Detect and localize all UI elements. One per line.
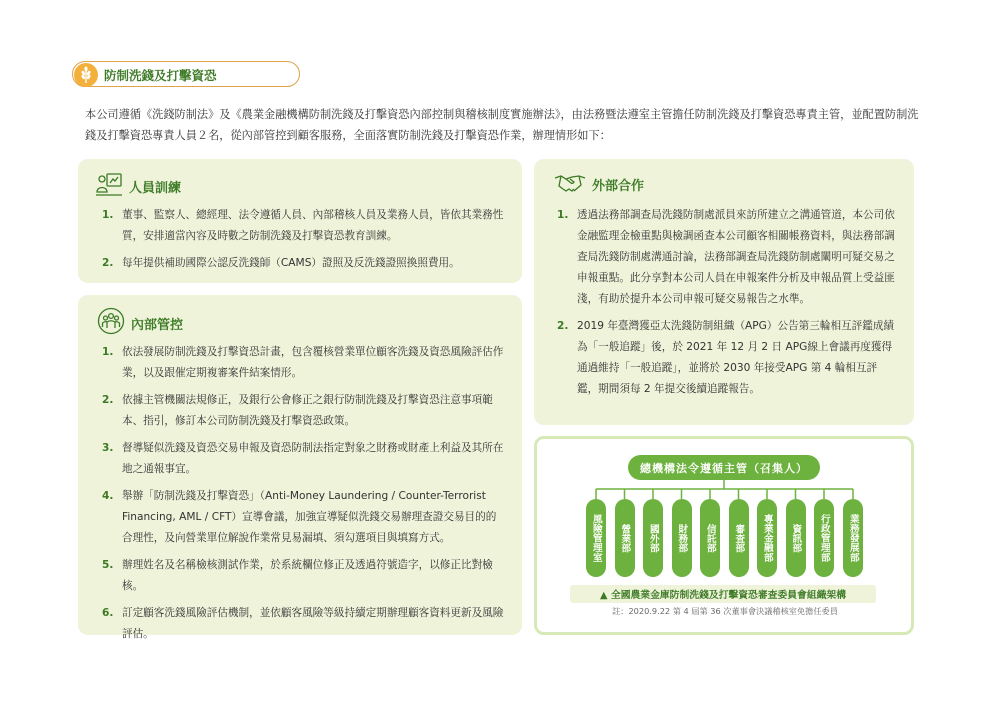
training-icon — [95, 170, 123, 202]
list-item: 2. 2019 年臺灣獲亞太洗錢防制組織（APG）公告第三輪相互評鑑成績為「一般追蹤」後，於 2021 年 12 月 2 日 APG線上會議再度獲得通過維持「一般追蹤」，並將於 2030 年接受APG 第 4 輪相互評鑑，期間須每 2 年提交後續追蹤報告。 — [557, 320, 895, 395]
list-item: 2. 依據主管機關法規修正，及銀行公會修正之銀行防制洗錢及打擊資恐注意事項範本、指引，修訂本公司防制洗錢及打擊資恐政策。 — [102, 394, 493, 427]
training-list — [102, 205, 504, 280]
wheat-icon — [74, 63, 98, 87]
training-title: 人員訓練 — [129, 180, 182, 196]
team-icon — [97, 307, 125, 339]
org-dept: 行政管理部 — [814, 499, 834, 577]
org-dept: 業務發展部 — [843, 499, 863, 577]
org-dept: 審查部 — [729, 499, 749, 577]
list-item: 5. 辦理姓名及名稱檢核測試作業，於系統欄位修正及透過符號造字，以修正比對檢核。 — [102, 559, 493, 592]
intro-paragraph: 本公司遵循《洗錢防制法》及《農業金融機構防制洗錢及打擊資恐內部控制與稽核制度實施辦法》，由法務暨法遵室主管擔任防制洗錢及打擊資恐專責主管，並配置防制洗錢及打擊資恐專責人員２名，從內部管控到顧客服務，全面落實防制洗錢及打擊資恐作業，辦理情形如下： — [85, 108, 919, 142]
training-header — [95, 170, 181, 202]
org-dept: 國外部 — [643, 499, 663, 577]
internal-control-list — [102, 342, 504, 651]
list-item: 1. 依法發展防制洗錢及打擊資恐計畫，包含覆核營業單位顧客洗錢及資恐風險評估作業，以及跟催定期複審案件結案情形。 — [102, 346, 504, 379]
external-cooperation-header — [554, 170, 644, 198]
list-item: 4. 舉辦「防制洗錢及打擊資恐」（Anti-Money Laundering / Counter-Terrorist Financing, AML / CFT）宣導會議，加強宣導疑似洗錢交易辦理查證交易目的的合理性，及向營業單位解說作業常見易漏填、須勾選項目與填寫方式。 — [102, 490, 497, 544]
list-item: 1. 董事、監察人、總經理、法令遵循人員、內部稽核人員及業務人員，皆依其業務性質，安排適當內容及時數之防制洗錢及打擊資恐教育訓練。 — [102, 209, 504, 242]
external-cooperation-list — [557, 205, 897, 406]
handshake-icon — [554, 170, 586, 198]
org-dept: 營業部 — [615, 499, 635, 577]
org-dept: 信託部 — [700, 499, 720, 577]
org-dept: 專業金融部 — [757, 499, 777, 577]
list-item: 2. 每年提供補助國際公認反洗錢師（CAMS）證照及反洗錢證照換照費用。 — [102, 257, 460, 269]
internal-control-header — [97, 307, 183, 339]
list-item: 6. 訂定顧客洗錢風險評估機制，並依顧客風險等級持續定期辦理顧客資料更新及風險評估。 — [102, 607, 504, 640]
org-chart-head: 總機構法令遵循主管（召集人） — [628, 455, 820, 480]
list-item: 3. 督導疑似洗錢及資恐交易申報及資恐防制法指定對象之財務或財產上利益及其所在地之通報事宜。 — [102, 442, 504, 475]
list-item: 1. 透過法務部調查局洗錢防制處派員來訪所建立之溝通管道，本公司依金融監理金檢重點與檢調函查本公司顧客相關帳務資料，與法務部調查局洗錢防制處溝通討論，法務部調查局洗錢防制處闡明可疑交易之申報重點。此分享對本公司人員在申報案件分析及申報品質上受益匪淺，有助於提升本公司申報可疑交易報告之水準。 — [557, 209, 895, 305]
org-chart-caption: ▲ 全國農業金庫防制洗錢及打擊資恐審查委員會組織架構 — [570, 585, 876, 603]
internal-control-title: 內部管控 — [131, 317, 184, 333]
org-dept: 資訊部 — [786, 499, 806, 577]
org-dept: 風險管理室 — [586, 499, 606, 577]
org-dept: 財務部 — [672, 499, 692, 577]
external-cooperation-title: 外部合作 — [592, 178, 645, 194]
section-title: 防制洗錢及打擊資恐 — [104, 68, 217, 83]
org-chart-note: 註：2020.9.22 第 4 屆第 36 次董事會決議稽核室免擔任委員 — [612, 606, 838, 616]
